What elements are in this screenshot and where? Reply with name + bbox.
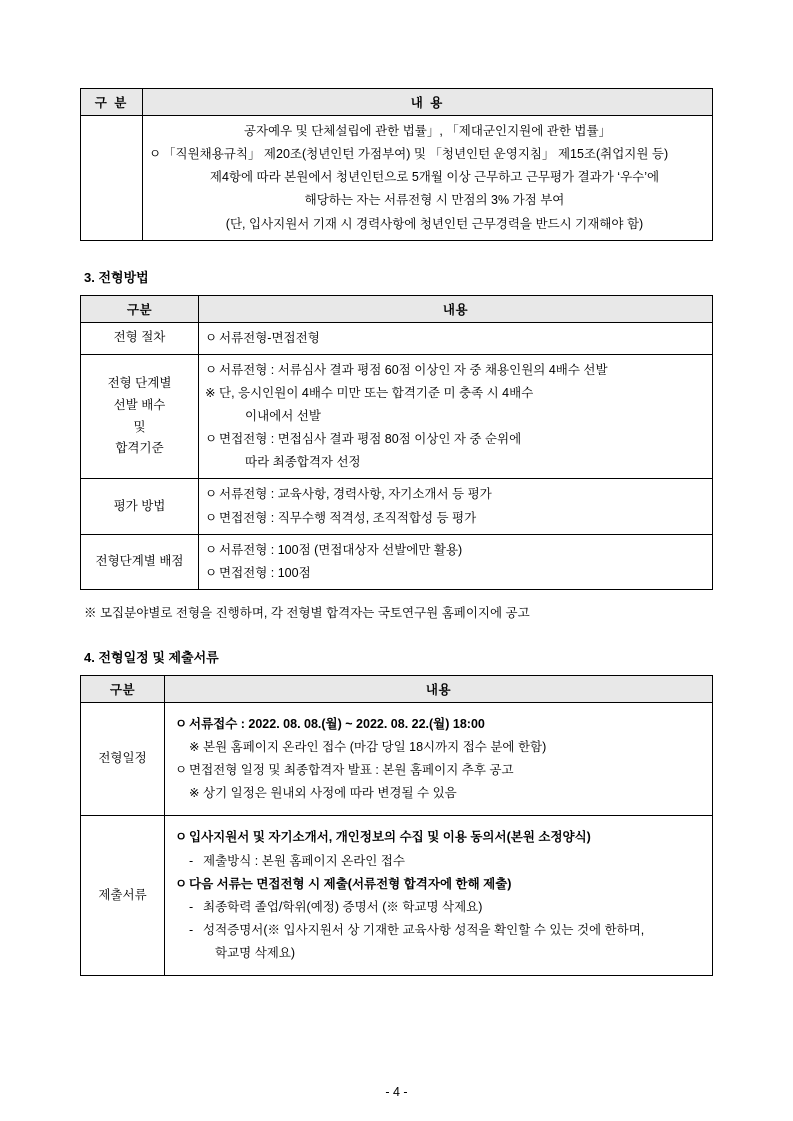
table-4-header-division: 구분: [81, 675, 165, 702]
label-line: 전형 단계별: [107, 375, 172, 390]
content-line-text: 면접전형 일정 및 최종합격자 발표 : 본원 홈페이지 추후 공고: [189, 763, 514, 778]
content-line-text: 최종학력 졸업/학위(예정) 증명서 (※ 학교명 삭제요): [203, 899, 483, 914]
content-line: [205, 539, 706, 562]
content-line-text: 면접전형 : 직무수행 적격성, 조직적합성 등 평가: [219, 510, 477, 525]
label-line: 및: [133, 419, 146, 434]
bullet-icon: ㅇ: [205, 510, 218, 525]
content-line: 이내에서 선발: [245, 409, 321, 423]
bullet-icon: ㅇ: [175, 876, 188, 891]
content-line: [175, 759, 702, 782]
content-line-text: 본원 홈페이지 온라인 접수 (마감 당일 18시까지 접수 분에 한함): [203, 740, 547, 754]
content-line: [175, 782, 702, 805]
table-4-row-content: [165, 702, 713, 816]
table-top: [80, 88, 713, 241]
content-line: 해당하는 자는 서류전형 시 만점의 3% 가점 부여: [304, 193, 565, 208]
content-line: 공자예우 및 단체설립에 관한 법률」, 「제대군인지원에 관한 법률」: [243, 124, 612, 138]
label-line: 선발 배수: [113, 397, 166, 412]
content-line-text: 면접전형 : 면접심사 결과 평점 80점 이상인 자 중 순위에: [219, 432, 522, 447]
page-number: - 4 -: [385, 1085, 408, 1099]
content-line-text: 제출방식 : 본원 홈페이지 온라인 접수: [203, 853, 405, 868]
bullet-icon: ㅇ: [175, 716, 188, 731]
table-row: [81, 816, 713, 976]
table-3-row-label: 평가 방법: [81, 479, 199, 534]
table-top-header-division: 구 분: [81, 89, 143, 116]
content-line-text: 서류전형 : 교육사항, 경력사항, 자기소개서 등 평가: [219, 487, 492, 502]
table-3-row-label: 전형 절차: [81, 322, 199, 354]
content-line: [175, 713, 702, 736]
table-3-header-division: 구분: [81, 295, 199, 322]
table-3-row-label: [81, 354, 199, 479]
content-line-text: 「직원채용규칙」 제20조(청년인턴 가점부여) 및 「청년인턴 운영지침」 제15조(취업지원 등): [163, 147, 669, 162]
table-row: [81, 295, 713, 322]
table-4-header-content: 내용: [165, 675, 713, 702]
content-line: [205, 382, 706, 405]
dash-icon: -: [189, 853, 194, 868]
bullet-icon: ㅇ: [205, 565, 218, 580]
table-3-row-content: [199, 534, 713, 589]
table-3-header-content: 내용: [199, 295, 713, 322]
table-4-row-label: 제출서류: [81, 816, 165, 976]
table-row: [81, 534, 713, 589]
section-3-title: [84, 267, 715, 286]
table-3-row-label: 전형단계별 배점: [81, 534, 199, 589]
label-line: 합격기준: [115, 441, 164, 456]
table-section-4-wrapper: [80, 675, 713, 976]
table-row: [81, 479, 713, 534]
content-line-text: 입사지원서 및 자기소개서, 개인정보의 수집 및 이용 동의서(본원 소정양식): [189, 830, 591, 845]
section-3-number: 3.: [84, 269, 95, 285]
content-line-text: 상기 일정은 원내외 사정에 따라 변경될 수 있음: [203, 786, 457, 801]
content-line: [175, 826, 702, 849]
content-line: [175, 850, 702, 873]
dash-icon: -: [189, 922, 194, 937]
table-4-row-content: [165, 816, 713, 976]
table-section-4: [80, 675, 713, 976]
section-3-note: ※ 모집분야별로 전형을 진행하며, 각 전형별 합격자는 국토연구원 홈페이지에 공고: [84, 605, 530, 620]
content-line-text: 서류전형 : 서류심사 결과 평점 60점 이상인 자 중 채용인원의 4배수 선발: [219, 362, 608, 377]
content-line: [205, 359, 706, 382]
content-line-text: 서류전형 : 100점 (면접대상자 선발에만 활용): [219, 542, 463, 557]
section-4-title: [84, 647, 715, 666]
table-3-row-content: [199, 354, 713, 479]
table-3-row-content: [199, 322, 713, 354]
note-mark-icon: ※: [189, 786, 200, 801]
bullet-icon: ㅇ: [175, 830, 188, 845]
table-row: [81, 116, 713, 241]
table-row: [81, 702, 713, 816]
note-mark-icon: ※: [205, 385, 216, 400]
bullet-icon: ㅇ: [175, 763, 188, 778]
content-line: [175, 736, 702, 759]
content-line-text: 다음 서류는 면접전형 시 제출(서류전형 합격자에 한해 제출): [189, 876, 512, 891]
table-row: [81, 675, 713, 702]
bullet-icon: ㅇ: [205, 330, 218, 345]
bullet-icon: ㅇ: [205, 542, 218, 557]
bullet-icon: ㅇ: [205, 487, 218, 502]
content-line: [205, 507, 706, 530]
table-section-3-wrapper: [80, 295, 713, 590]
content-line: (단, 입사지원서 기재 시 경력사항에 청년인턴 근무경력을 반드시 기재해야 함): [225, 216, 644, 231]
table-row: [81, 89, 713, 116]
dash-icon: -: [189, 899, 194, 914]
table-top-row-content: [143, 116, 713, 241]
content-line: 따라 최종합격자 선정: [245, 455, 361, 470]
table-top-wrapper: [80, 88, 713, 241]
content-line: [175, 873, 702, 896]
table-row: [81, 354, 713, 479]
content-line: [149, 143, 706, 166]
content-line: [205, 483, 706, 506]
bullet-icon: ㅇ: [149, 147, 162, 162]
table-section-3: [80, 295, 713, 590]
table-top-header-content: 내 용: [143, 89, 713, 116]
content-line-text: 면접전형 : 100점: [219, 565, 311, 580]
table-4-row-label: 전형일정: [81, 702, 165, 816]
content-line-text: 성적증명서(※ 입사지원서 상 기재한 교육사항 성적을 확인할 수 있는 것에 한하며,: [203, 922, 645, 937]
content-line: [175, 896, 702, 919]
content-line-text: 서류전형-면접전형: [219, 330, 320, 345]
section-4-heading: 전형일정 및 제출서류: [98, 649, 219, 665]
content-line: [205, 428, 706, 451]
content-line: [205, 327, 706, 350]
table-3-row-content: [199, 479, 713, 534]
note-mark-icon: ※: [189, 740, 200, 754]
table-row: [81, 322, 713, 354]
content-line: [175, 919, 702, 942]
bullet-icon: ㅇ: [205, 362, 218, 377]
content-line: 학교명 삭제요): [215, 946, 296, 960]
content-line: [205, 562, 706, 585]
section-3-heading: 전형방법: [98, 269, 149, 285]
bullet-icon: ㅇ: [205, 432, 218, 447]
content-line-text: 단, 응시인원이 4배수 미만 또는 합격기준 미 충족 시 4배수: [219, 385, 534, 400]
table-top-row-label: [81, 116, 143, 241]
content-line-text: 서류접수 : 2022. 08. 08.(월) ~ 2022. 08. 22.(월) 18:00: [189, 716, 485, 731]
content-line: 제4항에 따라 본원에서 청년인턴으로 5개월 이상 근무하고 근무평가 결과가 ‘우수’에: [209, 170, 660, 185]
section-4-number: 4.: [84, 649, 95, 665]
